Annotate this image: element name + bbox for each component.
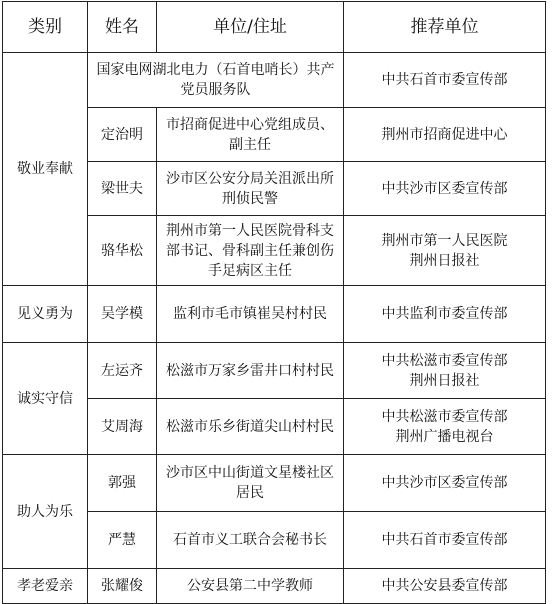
unit-cell: 沙市区中山街道文星楼社区居民 xyxy=(157,455,344,512)
category-cell: 见义勇为 xyxy=(3,286,88,343)
name-cell: 艾周海 xyxy=(88,399,157,455)
unit-cell: 沙市区公安分局关沮派出所刑侦民警 xyxy=(157,162,344,216)
table-row xyxy=(3,53,546,108)
recommender-line: 中共松滋市委宣传部 xyxy=(381,408,508,425)
name-cell: 严慧 xyxy=(88,512,157,569)
unit-cell: 松滋市乐乡街道尖山村村民 xyxy=(157,399,344,455)
header-name: 姓名 xyxy=(88,2,157,53)
recommender-line: 中共松滋市委宣传部 xyxy=(381,352,508,369)
header-unit-address: 单位/住址 xyxy=(157,2,344,53)
recommender-cell xyxy=(344,162,546,216)
unit-cell: 公安县第二中学教师 xyxy=(157,569,344,604)
recommender-line: 荆州日报社 xyxy=(409,372,480,389)
name-cell: 张耀俊 xyxy=(88,569,157,604)
category-cell: 诚实守信 xyxy=(3,343,88,455)
recommender-line: 荆州广播电视台 xyxy=(395,428,494,445)
unit-cell: 松滋市万家乡雷井口村村民 xyxy=(157,343,344,399)
name-cell: 吴学模 xyxy=(88,286,157,343)
name-cell: 郭强 xyxy=(88,455,157,512)
recommender-cell xyxy=(344,53,546,108)
unit-cell: 监利市毛市镇崔吴村村民 xyxy=(157,286,344,343)
unit-cell: 荆州市第一人民医院骨科支部书记、骨科副主任兼创伤手足病区主任 xyxy=(157,216,344,286)
header-row xyxy=(3,2,546,53)
category-cell: 孝老爱亲 xyxy=(3,569,88,604)
recommender-line: 中共沙市区委宣传部 xyxy=(381,475,508,491)
name-cell: 骆华松 xyxy=(88,216,157,286)
recommender-cell xyxy=(344,455,546,512)
unit-cell: 市招商促进中心党组成员、副主任 xyxy=(157,108,344,162)
category-cell: 敬业奉献 xyxy=(3,53,88,286)
recommender-cell xyxy=(344,399,546,455)
recommender-cell xyxy=(344,108,546,162)
recommender-cell xyxy=(344,286,546,343)
unit-cell: 国家电网湖北电力（石首电哨长）共产党员服务队 xyxy=(88,53,344,108)
recommender-cell xyxy=(344,216,546,286)
table-row xyxy=(3,569,546,604)
name-cell: 左运齐 xyxy=(88,343,157,399)
table-row xyxy=(3,455,546,512)
name-cell: 梁世夫 xyxy=(88,162,157,216)
recommender-line: 中共公安县委宣传部 xyxy=(381,578,508,594)
recommender-line: 中共石首市委宣传部 xyxy=(381,532,508,548)
recommender-line: 中共沙市区委宣传部 xyxy=(381,180,508,197)
recommender-line: 荆州市第一人民医院 xyxy=(381,232,508,249)
category-cell: 助人为乐 xyxy=(3,455,88,569)
recommender-line: 荆州日报社 xyxy=(409,252,480,269)
recommender-cell xyxy=(344,343,546,399)
header-recommender: 推荐单位 xyxy=(344,2,546,53)
unit-cell: 石首市义工联合会秘书长 xyxy=(157,512,344,569)
table-row xyxy=(3,286,546,343)
recommender-line: 中共石首市委宣传部 xyxy=(381,72,508,88)
recommender-line: 荆州市招商促进中心 xyxy=(381,126,508,143)
recommender-cell xyxy=(344,569,546,604)
name-cell: 定治明 xyxy=(88,108,157,162)
honoree-table xyxy=(2,1,546,604)
header-category: 类别 xyxy=(3,2,88,53)
table-row xyxy=(3,343,546,399)
recommender-line: 中共监利市委宣传部 xyxy=(381,306,508,322)
recommender-cell xyxy=(344,512,546,569)
